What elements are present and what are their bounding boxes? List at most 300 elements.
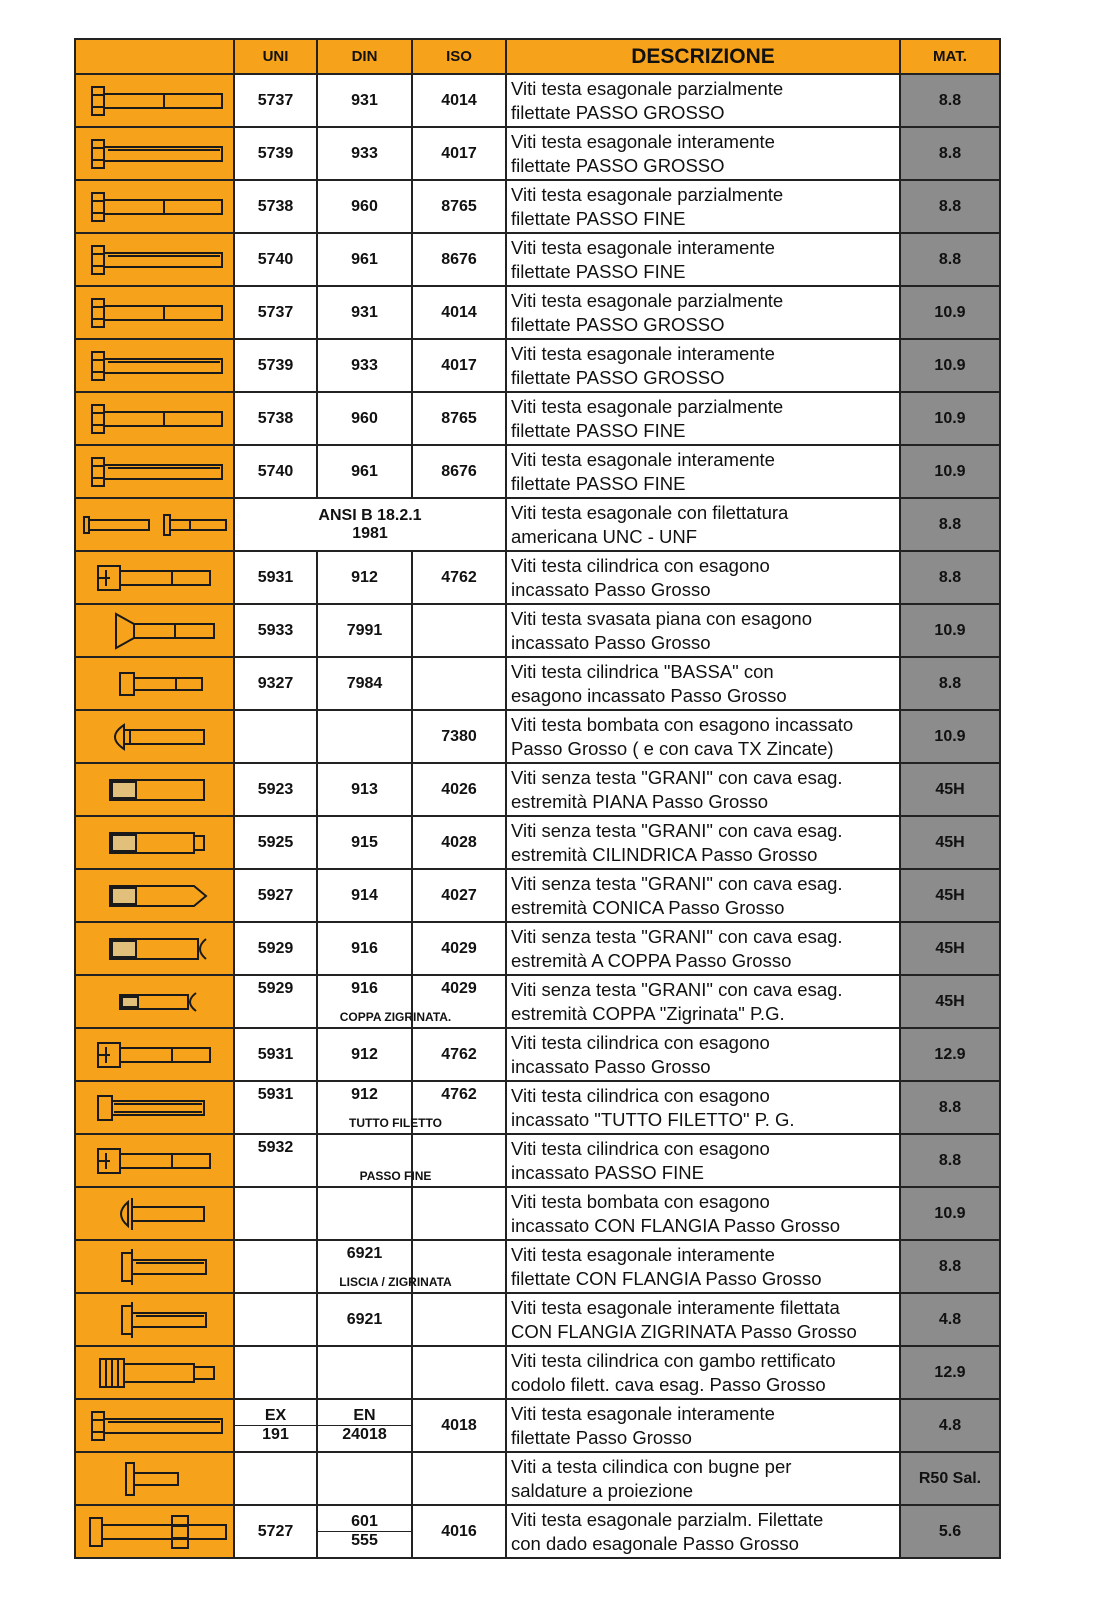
description-line-1: Viti senza testa "GRANI" con cava esag. [511, 925, 843, 947]
uni-cell [234, 1505, 317, 1558]
ansi-bolts-pair-icon [80, 505, 230, 545]
iso-cell [412, 74, 506, 127]
din-cell [317, 74, 412, 127]
header-descrizione: DESCRIZIONE [506, 39, 900, 74]
description-line-2: CON FLANGIA ZIGRINATA Passo Grosso [511, 1320, 857, 1342]
description-cell [506, 604, 900, 657]
hex-bolt-partial-thread-icon [80, 293, 230, 333]
uni-cell [234, 710, 317, 763]
uni-code: 5738 [257, 409, 294, 427]
hex-bolt-full-thread-icon [80, 240, 230, 280]
header-din: DIN [317, 39, 412, 74]
din-code: 912 [351, 1045, 378, 1063]
description-line-2: saldature a proiezione [511, 1479, 694, 1501]
description-cell [506, 975, 900, 1028]
uni-code: 5740 [257, 462, 294, 480]
description-line-1: Viti testa esagonale interamente [511, 236, 775, 258]
uni-cell [234, 657, 317, 710]
description-line-1: Viti testa esagonale interamente [511, 130, 775, 152]
din-cell [317, 763, 412, 816]
description-line-1: Viti testa cilindrica con esagono [511, 1137, 770, 1159]
din-cell [317, 604, 412, 657]
din-cell [317, 922, 412, 975]
din-code: 960 [351, 197, 378, 215]
table-header [75, 39, 1000, 74]
table-row [75, 975, 1000, 1028]
din-cell [317, 1399, 412, 1452]
iso-code: 4026 [441, 780, 477, 798]
code-note: TUTTO FILETTO [349, 1116, 442, 1130]
table-row [75, 1346, 1000, 1399]
description-line-2: estremità CILINDRICA Passo Grosso [511, 843, 818, 865]
set-screw-flat-icon [80, 770, 230, 810]
socket-cap-screw-icon [80, 1141, 230, 1181]
material-grade: 4.8 [900, 1293, 1000, 1346]
table-row [75, 233, 1000, 286]
description-line-2: con dado esagonale Passo Grosso [511, 1532, 799, 1554]
set-screw-cone-point-icon [80, 876, 230, 916]
fastener-image-cell [75, 604, 234, 657]
description-cell [506, 551, 900, 604]
description-line-1: Viti a testa cilindica con bugne per [511, 1455, 792, 1477]
description-line-1: Viti testa esagonale con filettatura [511, 501, 789, 523]
description-line-2: estremità COPPA "Zigrinata" P.G. [511, 1002, 785, 1024]
din-cell [317, 551, 412, 604]
iso-cell [412, 1452, 506, 1505]
set-screw-knurled-cup-icon [80, 982, 230, 1022]
description-line-2: codolo filett. cava esag. Passo Grosso [511, 1373, 826, 1395]
uni-code: 5929 [257, 980, 294, 997]
shoulder-screw-icon [80, 1353, 230, 1393]
din-cell [317, 392, 412, 445]
description-line-1: Viti testa cilindrica con esagono [511, 1031, 770, 1053]
description-line-2: filettate PASSO GROSSO [511, 154, 725, 176]
socket-cap-screw-icon [80, 1035, 230, 1075]
description-cell [506, 1452, 900, 1505]
material-grade: 45H [900, 975, 1000, 1028]
fastener-image-cell [75, 127, 234, 180]
iso-code: 4016 [441, 1522, 477, 1540]
description-line-1: Viti testa esagonale interamente [511, 1243, 775, 1265]
description-line-2: filettate PASSO FINE [511, 207, 686, 229]
iso-cell [412, 922, 506, 975]
material-grade: 8.8 [900, 127, 1000, 180]
description-cell [506, 1346, 900, 1399]
din-code: 916 [351, 939, 378, 957]
description-line-2: incassato CON FLANGIA Passo Grosso [511, 1214, 841, 1236]
fastener-image-cell [75, 1293, 234, 1346]
iso-code: 4762 [441, 1086, 477, 1103]
iso-cell [412, 1081, 506, 1134]
uni-code: 5927 [257, 886, 294, 904]
material-grade: 8.8 [900, 551, 1000, 604]
table-row [75, 1187, 1000, 1240]
fastener-table [74, 38, 1001, 1559]
table-row [75, 74, 1000, 127]
uni-cell [234, 816, 317, 869]
hex-bolt-full-thread-icon [80, 134, 230, 174]
code-note: COPPA ZIGRINATA. [339, 1010, 452, 1024]
fastener-image-cell [75, 975, 234, 1028]
iso-code: 4762 [441, 1045, 477, 1063]
din-cell [317, 286, 412, 339]
uni-code: 5931 [257, 1045, 294, 1063]
din-code: 912 [351, 568, 378, 586]
iso-cell [412, 392, 506, 445]
material-grade: 8.8 [900, 498, 1000, 551]
uni-code: 5737 [257, 91, 294, 109]
iso-cell [412, 816, 506, 869]
uni-code: 5727 [257, 1522, 294, 1540]
din-code: 933 [351, 144, 378, 162]
header-image-cell [75, 39, 234, 74]
socket-cap-full-thread-icon [80, 1088, 230, 1128]
table-row [75, 1081, 1000, 1134]
din-code: 913 [351, 780, 378, 798]
din-cell [317, 1081, 412, 1134]
iso-code: 8676 [441, 462, 477, 480]
description-line-1: Viti testa esagonale interamente filettata [511, 1296, 840, 1318]
uni-cell [234, 1452, 317, 1505]
uni-cell [234, 1346, 317, 1399]
uni-cell [234, 922, 317, 975]
din-code: 960 [351, 409, 378, 427]
description-line-2: incassato "TUTTO FILETTO" P. G. [511, 1108, 795, 1130]
description-line-2: filettate PASSO FINE [511, 260, 686, 282]
iso-cell [412, 1399, 506, 1452]
button-head-screw-icon [80, 717, 230, 757]
uni-code: 5740 [257, 250, 294, 268]
hex-bolt-partial-thread-icon [80, 81, 230, 121]
iso-cell [412, 286, 506, 339]
fastener-image-cell [75, 551, 234, 604]
table-row [75, 657, 1000, 710]
hex-bolt-partial-thread-icon [80, 187, 230, 227]
uni-code: 5737 [257, 303, 294, 321]
iso-cell [412, 1187, 506, 1240]
description-line-2: incassato Passo Grosso [511, 631, 711, 653]
uni-code: 5739 [257, 356, 294, 374]
uni-code: 9327 [257, 674, 294, 692]
fastener-image-cell [75, 1399, 234, 1452]
iso-code: 4762 [441, 568, 477, 586]
fastener-image-cell [75, 339, 234, 392]
iso-cell [412, 1293, 506, 1346]
uni-cell [234, 445, 317, 498]
material-grade: 8.8 [900, 1134, 1000, 1187]
uni-cell [234, 869, 317, 922]
material-grade: 45H [900, 869, 1000, 922]
description-cell [506, 74, 900, 127]
din-cell [317, 233, 412, 286]
din-cell [317, 1293, 412, 1346]
description-cell [506, 1028, 900, 1081]
flanged-button-head-icon [80, 1194, 230, 1234]
din-code: 933 [351, 356, 378, 374]
description-cell [506, 286, 900, 339]
material-grade: 5.6 [900, 1505, 1000, 1558]
din-cell [317, 1134, 412, 1187]
description-line-2: incassato Passo Grosso [511, 1055, 711, 1077]
uni-cell [234, 551, 317, 604]
description-line-1: Viti testa cilindrica con gambo rettificato [511, 1349, 836, 1371]
socket-cap-screw-icon [80, 558, 230, 598]
description-line-1: Viti testa esagonale interamente [511, 342, 775, 364]
hex-bolt-full-thread-icon [80, 452, 230, 492]
fastener-image-cell [75, 1452, 234, 1505]
description-line-1: Viti senza testa "GRANI" con cava esag. [511, 978, 843, 1000]
material-grade: 8.8 [900, 233, 1000, 286]
din-cell [317, 1028, 412, 1081]
uni-code-bottom: 191 [262, 1426, 289, 1443]
description-line-1: Viti senza testa "GRANI" con cava esag. [511, 872, 843, 894]
iso-cell [412, 1240, 506, 1293]
table-row [75, 1505, 1000, 1558]
description-cell [506, 763, 900, 816]
header-uni: UNI [234, 39, 317, 74]
uni-code: 5929 [257, 939, 294, 957]
material-grade: 10.9 [900, 286, 1000, 339]
code-note: LISCIA / ZIGRINATA [339, 1275, 452, 1289]
material-grade: 10.9 [900, 604, 1000, 657]
fastener-image-cell [75, 498, 234, 551]
din-cell [317, 1452, 412, 1505]
fastener-image-cell [75, 1028, 234, 1081]
description-line-2: filettate CON FLANGIA Passo Grosso [511, 1267, 822, 1289]
uni-code: 5932 [257, 1139, 294, 1156]
din-cell [317, 1505, 412, 1558]
iso-cell [412, 975, 506, 1028]
din-code: 961 [351, 250, 378, 268]
table-row [75, 710, 1000, 763]
fastener-image-cell [75, 392, 234, 445]
description-cell [506, 180, 900, 233]
uni-cell [234, 1293, 317, 1346]
fastener-image-cell [75, 869, 234, 922]
uni-cell [234, 763, 317, 816]
iso-code: 4027 [441, 886, 477, 904]
description-cell [506, 1399, 900, 1452]
din-code: 7984 [346, 674, 383, 692]
description-cell [506, 1293, 900, 1346]
uni-code: 5738 [257, 197, 294, 215]
description-cell [506, 816, 900, 869]
table-row [75, 604, 1000, 657]
iso-code: 4017 [441, 144, 477, 162]
iso-cell [412, 1505, 506, 1558]
description-line-1: Viti testa esagonale parzialmente [511, 77, 784, 99]
material-grade: 45H [900, 922, 1000, 975]
hex-bolt-with-nut-icon [80, 1512, 230, 1552]
description-cell [506, 869, 900, 922]
din-cell [317, 180, 412, 233]
description-line-2: filettate PASSO GROSSO [511, 101, 725, 123]
description-cell [506, 1240, 900, 1293]
ansi-standard-cell [234, 498, 506, 551]
uni-code: 5739 [257, 144, 294, 162]
fastener-image-cell [75, 763, 234, 816]
description-cell [506, 1505, 900, 1558]
material-grade: 8.8 [900, 74, 1000, 127]
uni-code: 5925 [257, 833, 294, 851]
description-cell [506, 710, 900, 763]
description-line-1: Viti senza testa "GRANI" con cava esag. [511, 819, 843, 841]
uni-cell [234, 127, 317, 180]
iso-code: 4018 [441, 1416, 477, 1434]
description-line-1: Viti testa esagonale interamente [511, 1402, 775, 1424]
material-grade: 10.9 [900, 392, 1000, 445]
iso-cell [412, 339, 506, 392]
uni-cell [234, 1399, 317, 1452]
fastener-image-cell [75, 816, 234, 869]
iso-cell [412, 1028, 506, 1081]
din-code: 6921 [346, 1310, 383, 1328]
table-row [75, 1293, 1000, 1346]
description-line-2: estremità PIANA Passo Grosso [511, 790, 769, 812]
iso-cell [412, 763, 506, 816]
uni-cell [234, 233, 317, 286]
din-code: 7991 [346, 621, 383, 639]
description-line-1: Viti testa cilindrica "BASSA" con [511, 660, 774, 682]
table-row [75, 180, 1000, 233]
iso-code: 4028 [441, 833, 477, 851]
material-grade: 10.9 [900, 1187, 1000, 1240]
fastener-image-cell [75, 233, 234, 286]
material-grade: 8.8 [900, 1081, 1000, 1134]
din-code: 931 [351, 91, 378, 109]
description-line-2: filettate PASSO FINE [511, 419, 686, 441]
din-code: 931 [351, 303, 378, 321]
description-cell [506, 392, 900, 445]
din-cell [317, 710, 412, 763]
din-code-bottom: 24018 [342, 1426, 387, 1443]
description-cell [506, 127, 900, 180]
table-row [75, 922, 1000, 975]
description-cell [506, 1081, 900, 1134]
din-cell [317, 339, 412, 392]
fastener-image-cell [75, 286, 234, 339]
material-grade: 10.9 [900, 710, 1000, 763]
table-row [75, 498, 1000, 551]
fastener-image-cell [75, 1134, 234, 1187]
fastener-image-cell [75, 180, 234, 233]
uni-code: 5923 [257, 780, 294, 798]
description-line-1: Viti testa svasata piana con esagono [511, 607, 813, 629]
iso-code: 4029 [441, 939, 477, 957]
countersunk-screw-icon [80, 611, 230, 651]
din-cell [317, 975, 412, 1028]
hex-bolt-full-thread-icon [80, 346, 230, 386]
material-grade: 45H [900, 816, 1000, 869]
table-row [75, 339, 1000, 392]
uni-cell [234, 1028, 317, 1081]
code-note: PASSO FINE [359, 1169, 432, 1183]
din-code: 961 [351, 462, 378, 480]
description-line-1: Viti testa esagonale parzialmente [511, 289, 784, 311]
description-line-2: Passo Grosso ( e con cava TX Zincate) [511, 737, 834, 759]
iso-code: 8676 [441, 250, 477, 268]
fastener-image-cell [75, 710, 234, 763]
material-grade: 8.8 [900, 1240, 1000, 1293]
uni-cell [234, 74, 317, 127]
fastener-image-cell [75, 1346, 234, 1399]
description-line-1: Viti testa esagonale parzialm. Filettate [511, 1508, 824, 1530]
iso-code: 4014 [441, 303, 477, 321]
iso-cell [412, 233, 506, 286]
flanged-hex-bolt-icon [80, 1247, 230, 1287]
fastener-image-cell [75, 74, 234, 127]
iso-code: 8765 [441, 197, 477, 215]
iso-code: 7380 [441, 727, 477, 745]
header-iso: ISO [412, 39, 506, 74]
table-body [75, 74, 1000, 1558]
header-mat: MAT. [900, 39, 1000, 74]
din-code-top: 601 [318, 1513, 411, 1532]
hex-bolt-partial-thread-icon [80, 399, 230, 439]
material-grade: 8.8 [900, 180, 1000, 233]
uni-cell [234, 1134, 432, 1187]
fastener-image-cell [75, 1081, 234, 1134]
din-code-bottom: 555 [351, 1532, 378, 1549]
uni-cell [234, 392, 317, 445]
table-row [75, 1452, 1000, 1505]
iso-cell [412, 1134, 506, 1187]
low-head-socket-screw-icon [80, 664, 230, 704]
fastener-image-cell [75, 445, 234, 498]
material-grade: 4.8 [900, 1399, 1000, 1452]
uni-code: 5931 [257, 1086, 294, 1103]
material-grade: 10.9 [900, 339, 1000, 392]
din-cell [317, 1187, 412, 1240]
din-code: 6921 [346, 1245, 383, 1262]
iso-code: 8765 [441, 409, 477, 427]
iso-cell [412, 869, 506, 922]
description-cell [506, 1134, 900, 1187]
fastener-image-cell [75, 1505, 234, 1558]
material-grade: 45H [900, 763, 1000, 816]
table-row [75, 445, 1000, 498]
din-cell [317, 445, 412, 498]
fastener-image-cell [75, 1240, 234, 1293]
iso-cell [412, 710, 506, 763]
standard-code: ANSI B 18.2.1 [318, 506, 422, 524]
description-line-1: Viti testa cilindrica con esagono [511, 554, 770, 576]
description-cell [506, 922, 900, 975]
uni-cell [234, 286, 317, 339]
description-cell [506, 657, 900, 710]
description-cell [506, 233, 900, 286]
material-grade: 12.9 [900, 1028, 1000, 1081]
description-line-1: Viti testa bombata con esagono [511, 1190, 770, 1212]
iso-cell [412, 551, 506, 604]
set-screw-dog-point-icon [80, 823, 230, 863]
description-line-2: esagono incassato Passo Grosso [511, 684, 787, 706]
table-row [75, 1240, 1000, 1293]
flanged-hex-bolt-icon [80, 1300, 230, 1340]
weld-screw-icon [80, 1459, 230, 1499]
table-row [75, 1399, 1000, 1452]
iso-code: 4017 [441, 356, 477, 374]
din-cell [317, 127, 412, 180]
table-row [75, 551, 1000, 604]
table-row [75, 869, 1000, 922]
standard-year: 1981 [352, 524, 388, 542]
description-cell [506, 498, 900, 551]
table-row [75, 1028, 1000, 1081]
uni-code-top: EX [235, 1407, 316, 1426]
din-cell [317, 1240, 412, 1293]
fastener-image-cell [75, 922, 234, 975]
